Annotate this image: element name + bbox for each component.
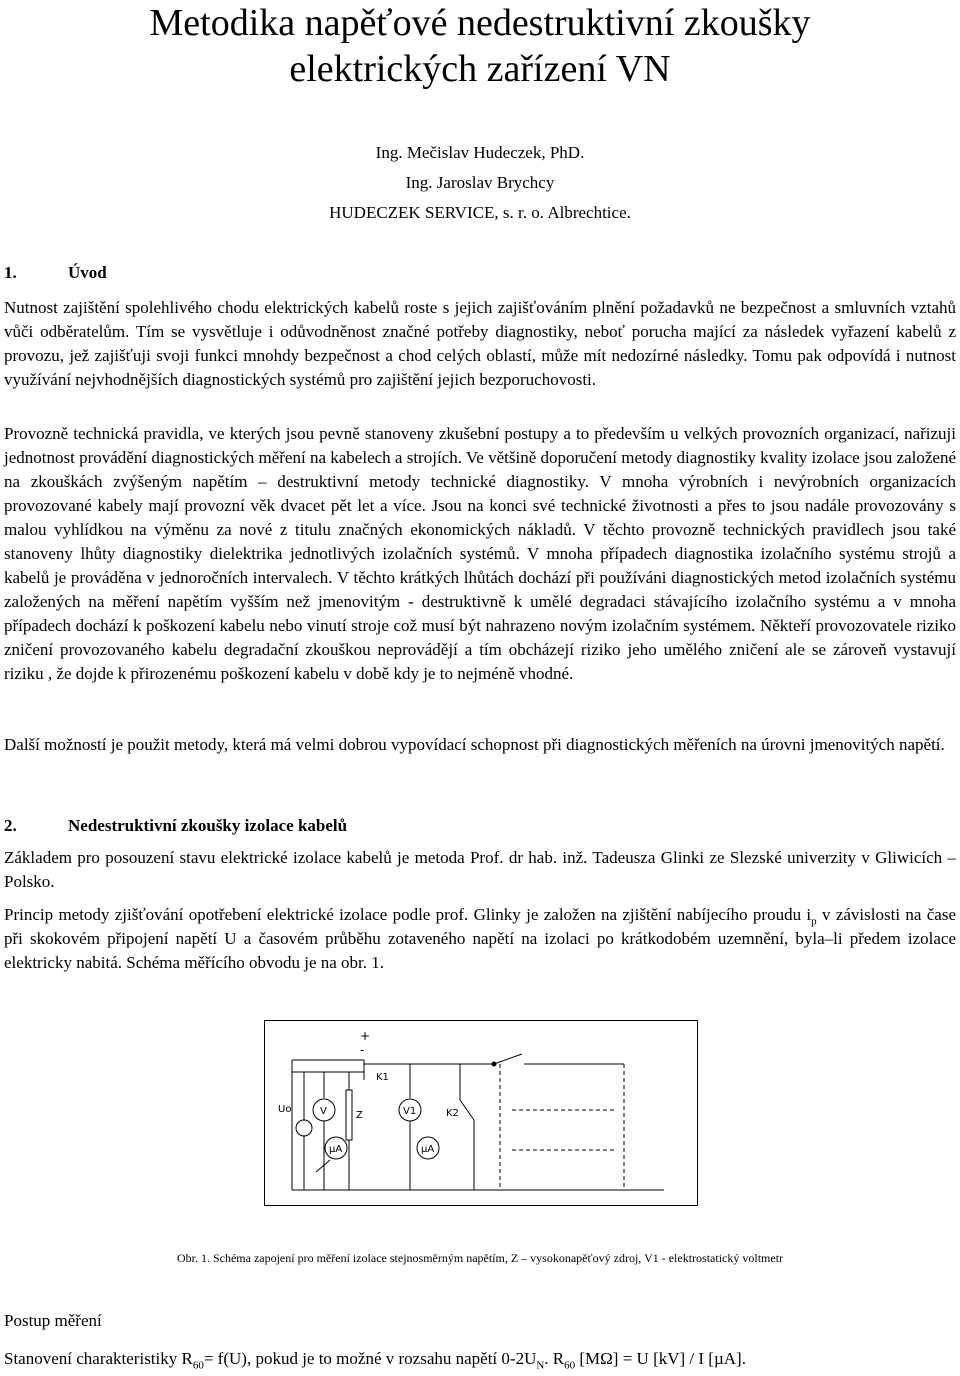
section-title: Úvod xyxy=(68,263,107,282)
subscript: p xyxy=(811,915,817,928)
impedance-z xyxy=(346,1090,352,1140)
paragraph: Základem pro posouzení stavu elektrické izolace kabelů je metoda Prof. dr hab. inž. Tadeusza Glinki ze Slezské univerzity v Gliwicích – Polsko. xyxy=(4,848,956,891)
author-block xyxy=(0,138,960,228)
figure-frame xyxy=(265,1021,698,1206)
label-k1: K1 xyxy=(376,1072,389,1083)
formula-line xyxy=(4,1348,746,1376)
label-uo: Uo xyxy=(278,1104,292,1115)
text-span: [MΩ] = U [kV] / I [µA]. xyxy=(575,1349,746,1368)
label-z: Z xyxy=(356,1110,363,1121)
label-v: V xyxy=(320,1106,327,1117)
section-number: 2. xyxy=(4,816,17,835)
text-span: = f(U), pokud je to možné v rozsahu napětí 0-2U xyxy=(203,1349,537,1368)
paragraph: Provozně technická pravidla, ve kterých jsou pevně stanoveny zkušební postupy a to především u velkých provozních organizací, nařizuji jednotnost provádění diagnostických měření na kabelech a strojích. Ve většině doporučení metody diagnostiky kvality izolace jsou založené na zkouškách zvýšeným napětím – destruktivní metody technické diagnostiky. V mnoha výrobních i nevýrobních organizacích provozované kabely mají provozní věk dvacet pět let a více. Jsou na konci své technické životnosti a přes to jsou nadále provozovány s malou vyhlídkou na výměnu za nové z titulu značných ekonomických nákladů. V těchto provozně technických pravidlech jsou také stanoveny lhůty diagnostiky dielektrika jednotlivých izolačních systémů. V mnoha případech diagnostika izolačního systému strojů a kabelů je prováděna v jednoročních intervalech. V těchto krátkých lhůtách dochází při používáni diagnostických metod izolačních systému založených na měření napětím vyšším než jmenovitým - destruktivně k umělé degradaci stávajícího izolačního systému a v mnoha případech dochází k poškození kabelu nebo vinutí stroje což musí být nahrazeno novým izolačním systémem. Někteří provozovatele riziko zničení provozovaného kabelu degradační zkouškou neprovádějí a tím obcházejí riziko jeho umělého zničení ale se zároveň vystavují riziku , že dojde k přirozenému poškození kabelu v době kdy je to nejméně vhodné. xyxy=(4,424,956,683)
section-title: Nedestruktivní zkoušky izolace kabelů xyxy=(68,816,348,835)
section-1-heading xyxy=(4,262,107,284)
text-span: v závislosti na čase při skokovém připojení napětí U a časovém průběhu zotaveného napětí na izolaci po krátkodobém uzemnění, byla–li předem izolace elektricky nabitá. Schéma měřícího obvodu je na obr. 1. xyxy=(4,905,957,972)
subscript: 60 xyxy=(192,1359,204,1372)
figure-caption: Obr. 1. Schéma zapojení pro měření izolace stejnosměrným napětím, Z – vysokonapěťový zdroj, V1 - elektrostatický voltmetr xyxy=(176,1251,784,1265)
section-number: 1. xyxy=(4,263,17,282)
text-span: Stanovení charakteristiky R xyxy=(4,1349,193,1368)
affiliation: HUDECZEK SERVICE, s. r. o. Albrechtice. xyxy=(329,203,631,222)
text-span: . R xyxy=(544,1349,565,1368)
section-2-heading xyxy=(4,815,347,837)
author-2: Ing. Jaroslav Brychcy xyxy=(405,173,555,192)
paragraph xyxy=(4,903,956,975)
switch xyxy=(316,1160,330,1172)
label-ua-1: µA xyxy=(329,1144,343,1155)
label-ua-2: µA xyxy=(421,1144,435,1155)
author-1: Ing. Mečislav Hudeczek, PhD. xyxy=(375,143,585,162)
subheading-postup: Postup měření xyxy=(4,1311,102,1330)
label-plus: + xyxy=(360,1029,371,1043)
label-minus: - xyxy=(360,1043,365,1057)
node xyxy=(492,1062,496,1066)
circuit-schematic xyxy=(264,1020,698,1206)
paragraph: Nutnost zajištění spolehlivého chodu elektrických kabelů roste s jejich zajišťováním plnění požadavků ne bezpečnost a smluvních vztahů vůči odběratelům. Tím se vysvětluje i odůvodněnost značné potřeby diagnostiky, neboť porucha mající za následek vyřazení kabelů z provozu, jež zajišťuji svoji funkci mnohdy bezpečnost a chod celých oblastí, může mít nedozírné následky. Tomu pak odpovídá i nutnost využívání nejvhodnějších diagnostických systémů pro zajištění jejich bezporuchovosti. xyxy=(4,298,956,389)
switch-k2 xyxy=(460,1100,474,1120)
source-uo xyxy=(296,1120,312,1136)
switch-k1 xyxy=(494,1054,522,1064)
paragraph: Další možností je použit metody, která má velmi dobrou vypovídací schopnost při diagnostických měřeních na úrovni jmenovitých napětí. xyxy=(4,735,945,754)
title-line-2: elektrických zařízení VN xyxy=(289,48,671,90)
subscript: N xyxy=(536,1359,545,1372)
document-title xyxy=(0,0,960,92)
text-span: Princip metody zjišťování opotřebení elektrické izolace podle prof. Glinky je založen na zjištění nabíjecího proudu i xyxy=(4,905,812,924)
label-v1: V1 xyxy=(403,1106,417,1117)
subscript: 60 xyxy=(564,1359,576,1372)
title-line-1: Metodika napěťové nedestruktivní zkoušky xyxy=(149,2,811,44)
label-k2: K2 xyxy=(446,1108,459,1119)
